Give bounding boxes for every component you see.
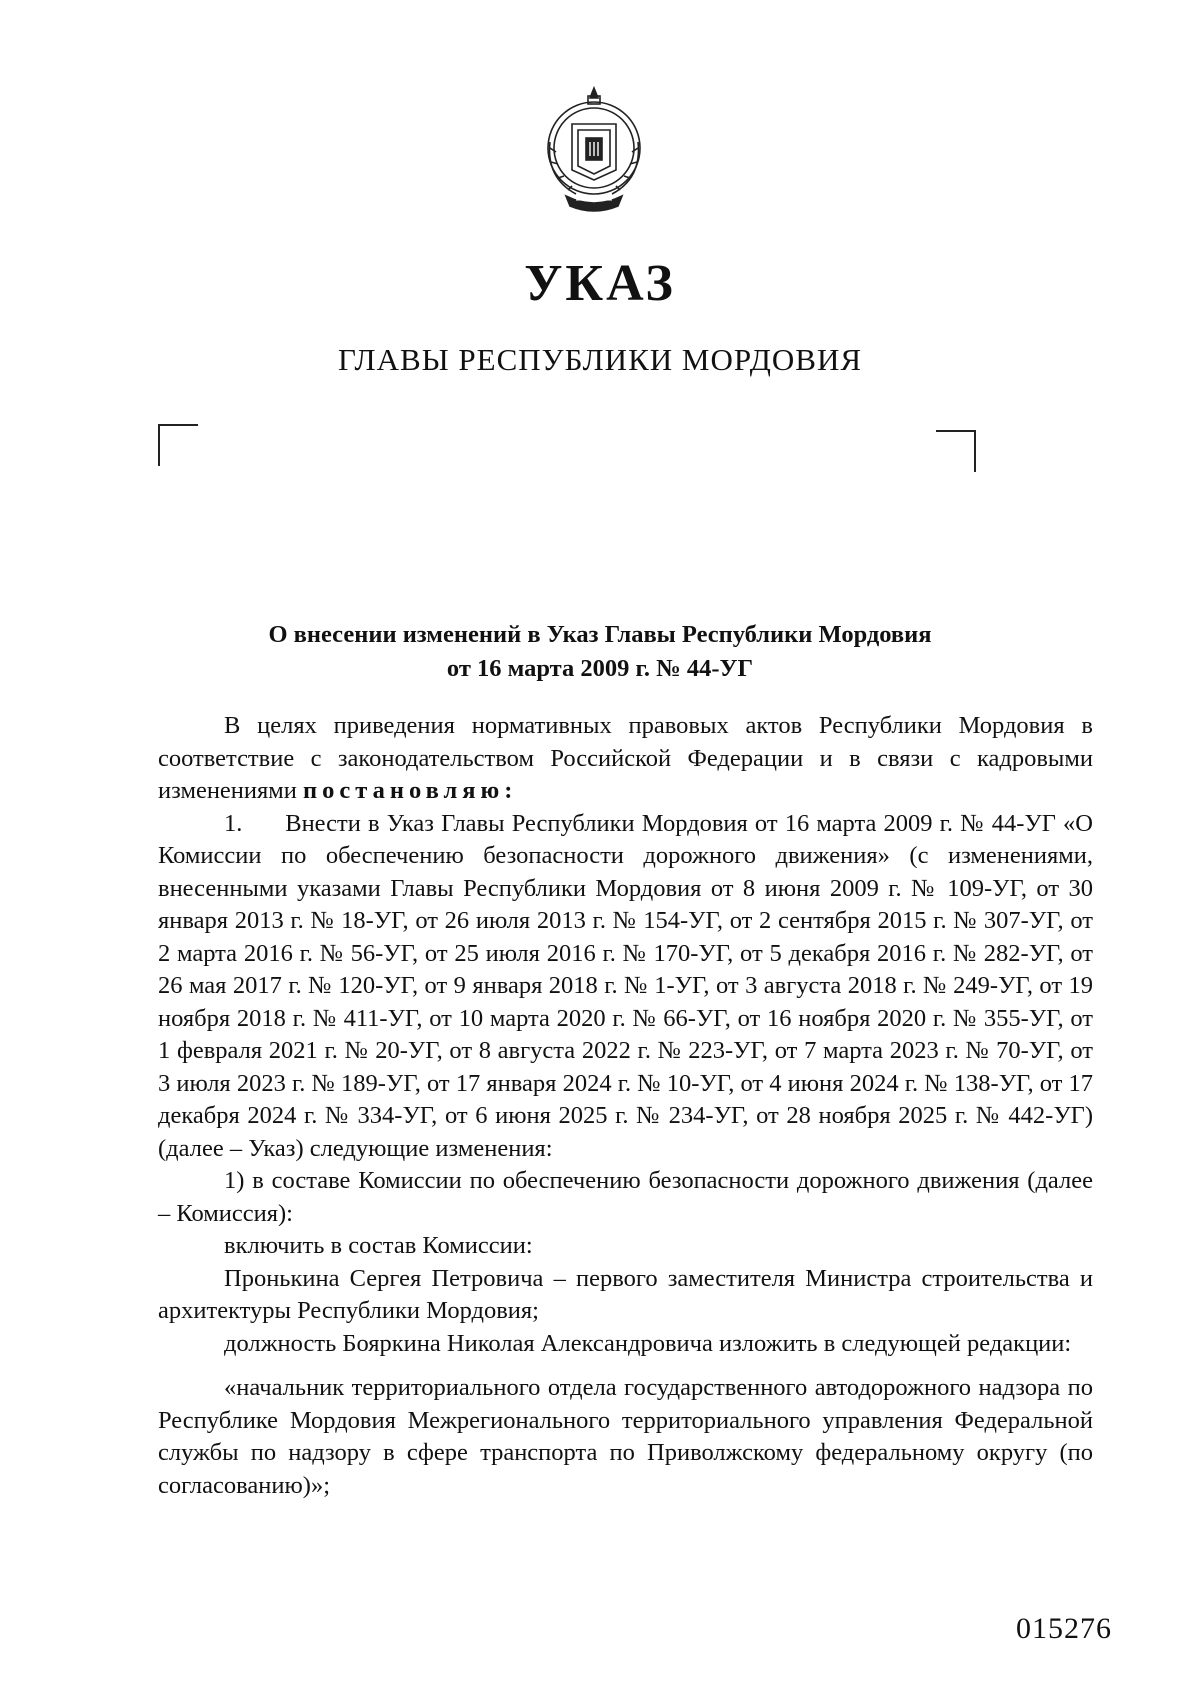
heading-line-2: от 16 марта 2009 г. № 44-УГ	[446, 655, 754, 682]
decree-heading	[150, 618, 1050, 686]
include-paragraph: включить в состав Комиссии:	[224, 1232, 533, 1259]
item-1-paragraph: 1. Внести в Указ Главы Республики Мордовия от 16 марта 2009 г. № 44-УГ «О Комиссии по обеспечению безопасности дорожного движения» (с изменениями, внесенными указами Главы Республики Мордовия от 8 июня 2009 г. № 109-УГ, от 30 января 2013 г. № 18-УГ, от 26 июля 2013 г. № 154-УГ, от 2 сентября 2015 г. № 307-УГ, от 2 марта 2016 г. № 56-УГ, от 25 июля 2016 г. № 170-УГ, от 5 декабря 2016 г. № 282-УГ, от 26 мая 2017 г. № 120-УГ, от 9 января 2018 г. № 1-УГ, от 3 августа 2018 г. № 249-УГ, от 19 ноября 2018 г. № 411-УГ, от 10 марта 2020 г. № 66-УГ, от 16 ноября 2020 г. № 355-УГ, от 1 февраля 2021 г. № 20-УГ, от 8 августа 2022 г. № 223-УГ, от 7 марта 2023 г. № 70-УГ, от 3 июля 2023 г. № 189-УГ, от 17 января 2024 г. № 10-УГ, от 4 июня 2024 г. № 138-УГ, от 17 декабря 2024 г. № 334-УГ, от 6 июня 2025 г. № 234-УГ, от 28 ноября 2025 г. № 442-УГ) (далее – Указ) следующие изменения:	[158, 809, 1093, 1162]
document-title: УКАЗ	[524, 255, 676, 312]
heading-line-1: О внесении изменений в Указ Главы Республики Мордовия	[268, 621, 932, 648]
corner-mark-right	[936, 430, 976, 472]
quote-paragraph: «начальник территориального отдела государственного автодорожного надзора по Республике Мордовия Межрегионального территориального управления Федеральной службы по надзору в сфере транспорта по Приволжскому федеральному округу (по согласованию)»;	[158, 1374, 1093, 1499]
corner-mark-left	[158, 424, 198, 466]
coat-of-arms-icon	[536, 82, 652, 220]
intro-text: В целях приведения нормативных правовых актов Республики Мордовия в соответствие с законодательством Российской Федерации и в связи с кадровыми изменениями	[158, 712, 1093, 804]
intro-paragraph	[158, 710, 1093, 808]
subitem-1-paragraph: 1) в составе Комиссии по обеспечению безопасности дорожного движения (далее – Комиссия):	[158, 1167, 1093, 1227]
decree-body	[158, 710, 1093, 1502]
boyarkin-paragraph: должность Бояркина Николая Александровича изложить в следующей редакции:	[224, 1329, 1072, 1357]
document-subtitle: ГЛАВЫ РЕСПУБЛИКИ МОРДОВИЯ	[337, 342, 863, 377]
decree-verb: постановляю:	[303, 777, 518, 804]
pronkin-paragraph: Пронькина Сергея Петровича – первого заместителя Министра строительства и архитектуры Республики Мордовия;	[158, 1264, 1093, 1324]
page-code: 015276	[1016, 1612, 1112, 1645]
